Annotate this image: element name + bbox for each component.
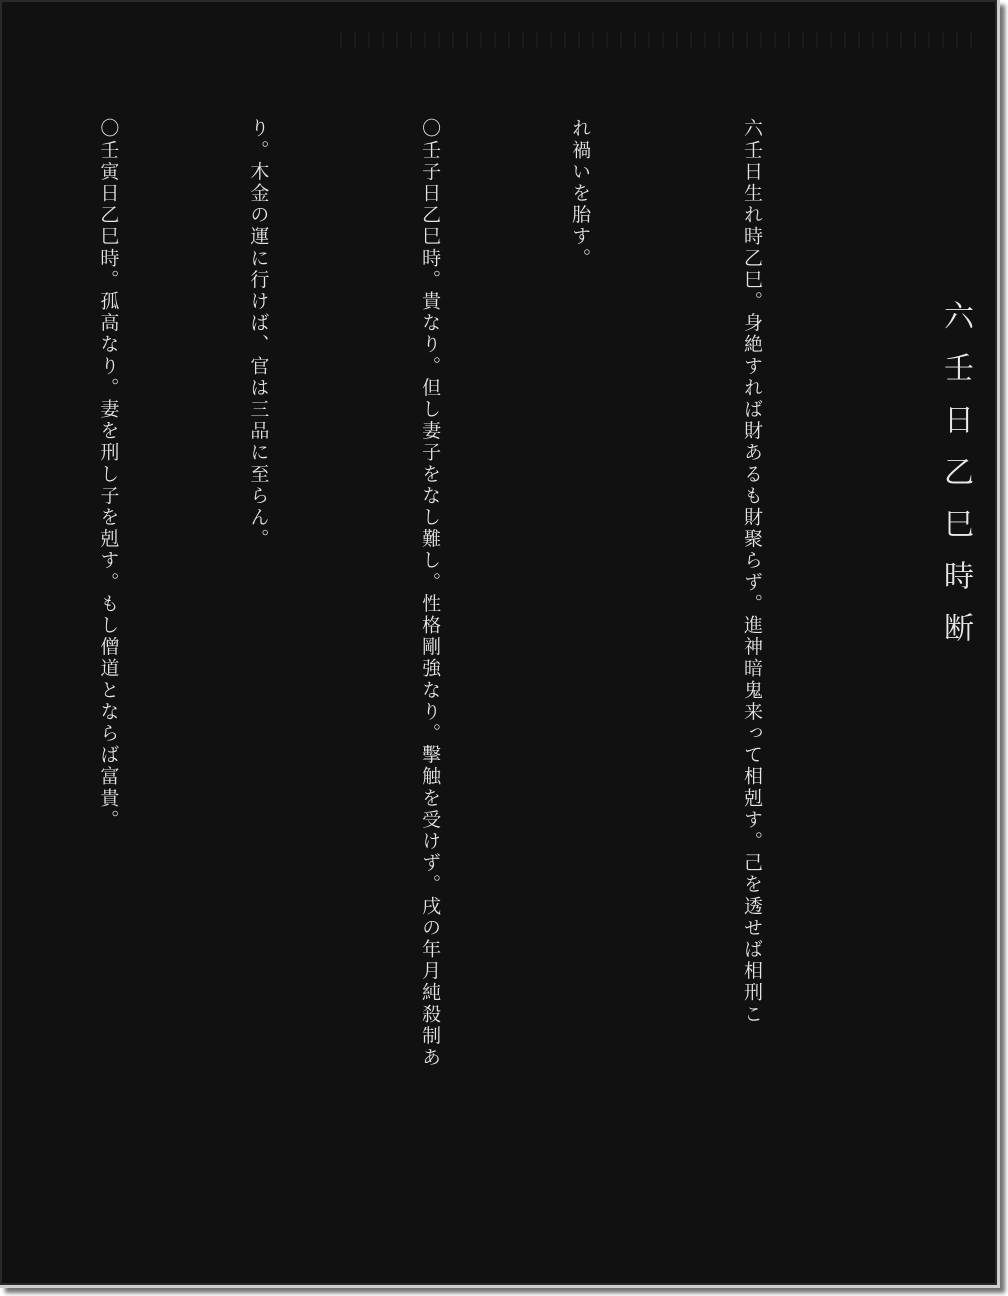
- page-title: 六壬日乙巳時断: [938, 300, 973, 664]
- text-column: 〇壬子日乙巳時。貴なり。但し妻子をなし難し。性格剛強なり。擊触を受けず。戌の年月純殺制あ: [419, 118, 442, 1069]
- scan-noise: [340, 32, 980, 48]
- text-column: れ禍いを胎す。: [569, 118, 592, 270]
- text-column: 六壬日生れ時乙巳。身絶すれば財あるも財聚らず。進神暗鬼来って相剋す。己を透せば相刑こ: [741, 118, 763, 1026]
- text-column: り。木金の運に行けば、官は三品に至らん。: [247, 118, 270, 550]
- text-column: 〇壬寅日乙巳時。孤高なり。妻を刑し子を剋す。もし僧道とならば富貴。: [97, 118, 120, 831]
- vertical-text-body: [0, 118, 877, 1278]
